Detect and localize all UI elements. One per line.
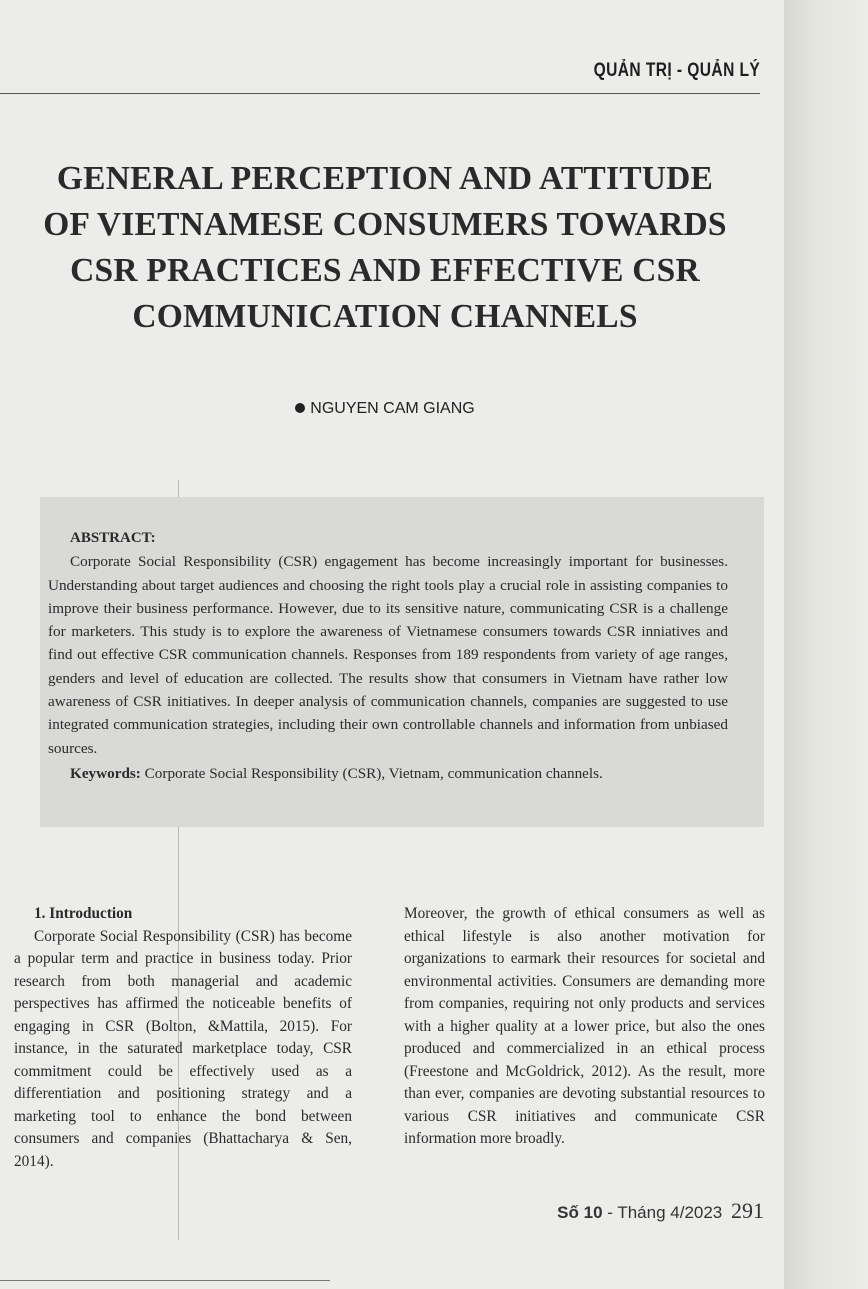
section-header: QUẢN TRỊ - QUẢN LÝ (593, 60, 760, 81)
title-line: GENERAL PERCEPTION AND ATTITUDE (56, 160, 714, 197)
issue-number: Số 10 (557, 1203, 603, 1222)
right-column (404, 903, 765, 1151)
article-title (0, 156, 770, 340)
bullet-icon (295, 403, 305, 413)
keywords-text: Corporate Social Responsibility (CSR), Vietnam, communication channels. (144, 764, 603, 782)
abstract-text: Corporate Social Responsibility (CSR) engagement has become increasingly important for businesses. Understanding about target audiences and choosing the right tools play a crucial role in assisting companies to improve their business performance. However, due to its sensitive nature, communicating CSR is a challenge for marketers. This study is to explore the awareness of Vietnamese consumers towards CSR inniatives and find out effective CSR communication channels. Responses from 189 respondents from variety of age ranges, genders and level of education are collected. The results show that consumers in Vietnam have rather low awareness of CSR initiatives. In deeper analysis of communication channels, companies are suggested to use integrated communication strategies, including their own controllable channels and information from unbiased sources. (48, 553, 728, 757)
author-name: NGUYEN CAM GIANG (310, 400, 475, 417)
page-footer (557, 1198, 764, 1224)
intro-heading: 1. Introduction (34, 905, 133, 922)
continuation-paragraph: Moreover, the growth of ethical consumers as well as ethical lifestyle is also another motivation for organizations to earmark their resources for societal and environmental activities. Consumers are demanding more from companies, requiring not only products and services with a higher quality at a lower price, but also the ones produced and commercialized in an ethical process (Freestone and McGoldrick, 2012). As the result, more than ever, companies are devoting substantial resources to various CSR initiatives and communicate CSR information more broadly. (404, 905, 765, 1147)
keywords-line (48, 762, 728, 785)
bottom-rule (0, 1280, 330, 1281)
title-line: COMMUNICATION CHANNELS (132, 298, 638, 335)
title-line: CSR PRACTICES AND EFFECTIVE CSR (70, 252, 700, 289)
left-column (14, 903, 352, 1173)
abstract-content (48, 527, 728, 785)
page-number: 291 (731, 1198, 764, 1223)
abstract-heading: ABSTRACT: (70, 530, 156, 546)
abstract-box (40, 497, 764, 827)
book-spine-shadow (784, 0, 868, 1289)
header-rule (0, 93, 760, 94)
intro-paragraph: Corporate Social Responsibility (CSR) has become a popular term and practice in business today. Prior research from both managerial and academic perspectives has affirmed the noticeable benefits of engaging in CSR (Bolton, &Mattila, 2015). For instance, in the saturated marketplace today, CSR commitment could be effectively used as a differentiation and positioning strategy and a marketing tool to enhance the bond between consumers and companies (Bhattacharya & Sen, 2014). (14, 927, 352, 1170)
title-line: OF VIETNAMESE CONSUMERS TOWARDS (43, 206, 727, 243)
keywords-label: Keywords: (70, 764, 141, 782)
issue-date: - Tháng 4/2023 (607, 1203, 723, 1222)
author-line (0, 400, 770, 418)
